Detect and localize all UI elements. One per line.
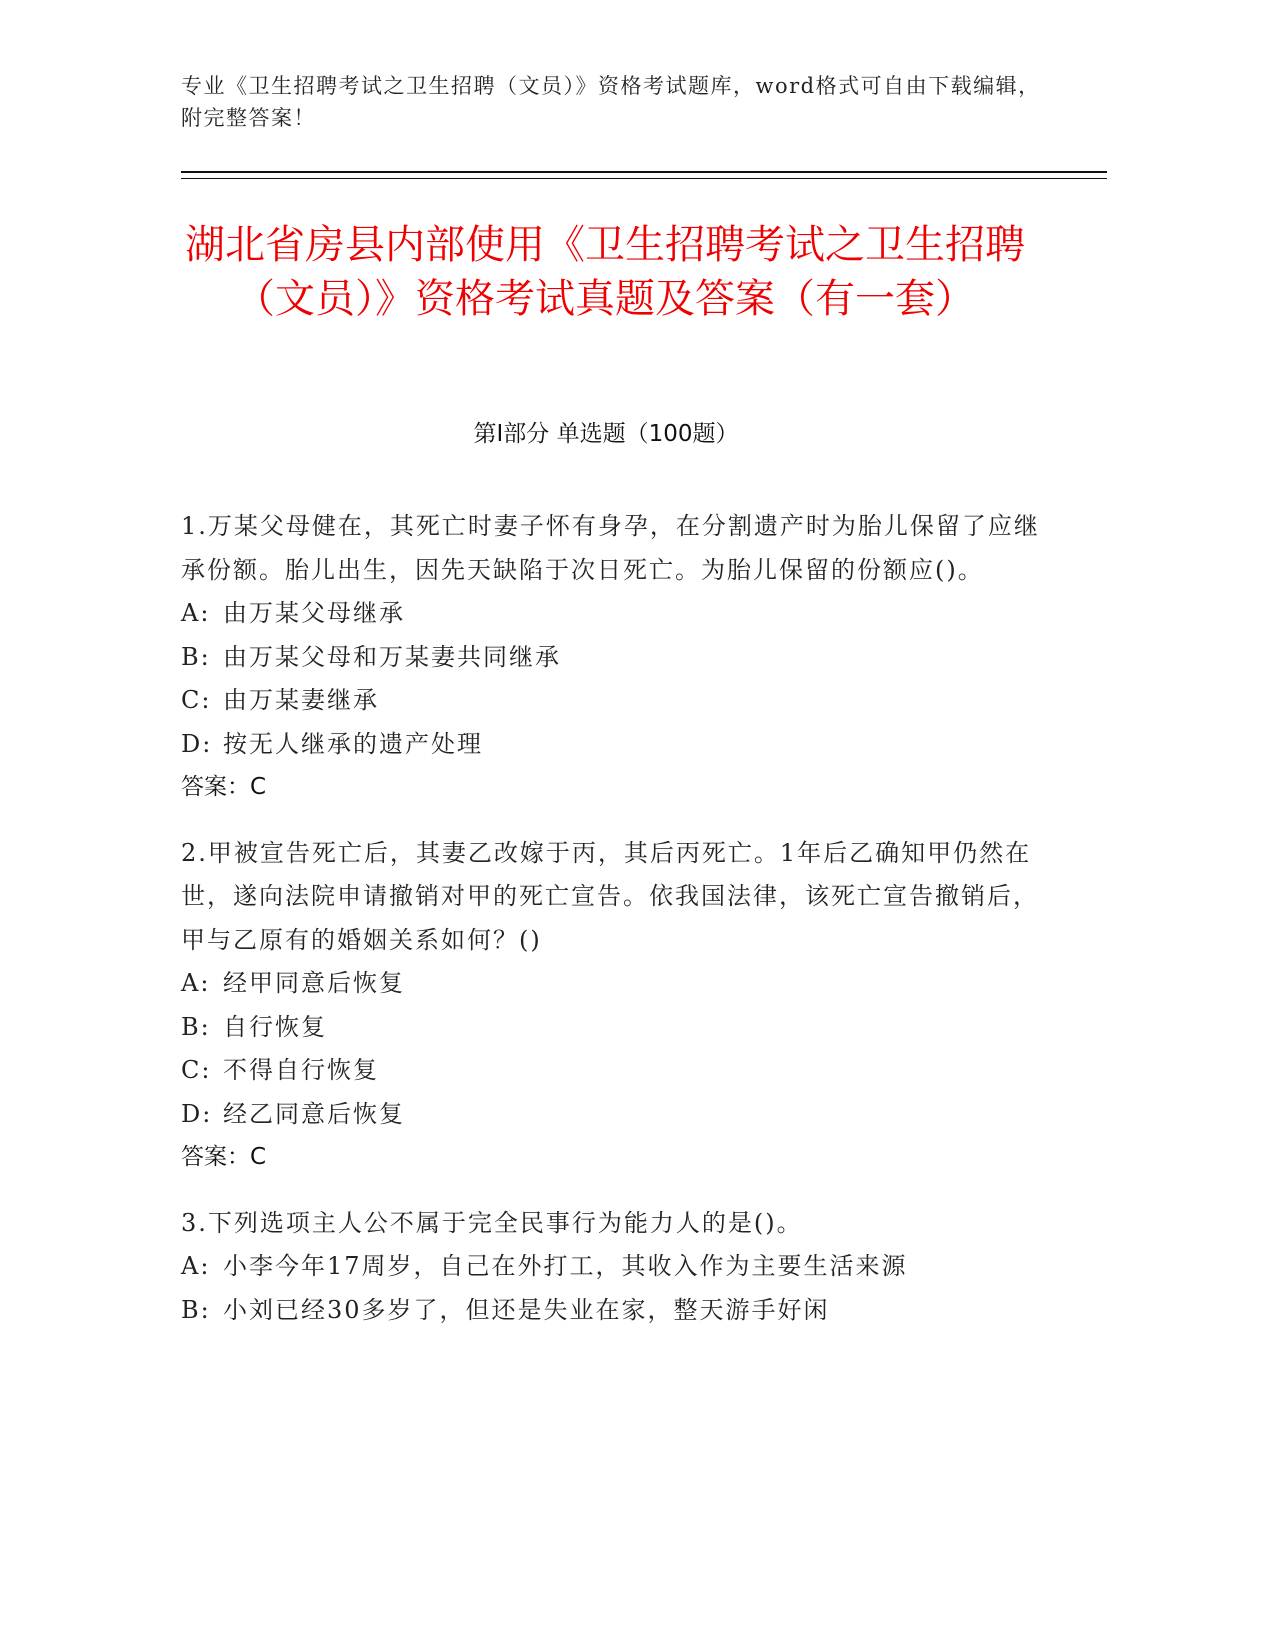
answer-option [181, 679, 1041, 723]
option-text: 按无人继承的遗产处理 [223, 729, 483, 758]
document-title: 湖北省房县内部使用《卫生招聘考试之卫生招聘（文员）》资格考试真题及答案（有一套） [185, 222, 1025, 322]
answer-line [181, 766, 1041, 810]
question-stem: 3.下列选项主人公不属于完全民事行为能力人的是()。 [181, 1208, 803, 1237]
answer-option [181, 1049, 1041, 1093]
answer-label: 答案： [181, 1144, 250, 1170]
header-divider-thin [181, 178, 1107, 179]
option-key: A: [181, 969, 211, 997]
question-item [181, 505, 1041, 810]
option-key: B: [181, 1295, 211, 1324]
option-text: 小刘已经30多岁了，但还是失业在家，整天游手好闲 [223, 1295, 830, 1324]
question-stem: 2.甲被宣告死亡后，其妻乙改嫁于丙，其后丙死亡。1年后乙确知甲仍然在世，遂向法院申请撤销对甲的死亡宣告。依我国法律，该死亡宣告撤销后，甲与乙原有的婚姻关系如何？() [181, 838, 1039, 954]
answer-option [181, 1093, 1041, 1137]
option-text: 不得自行恢复 [223, 1056, 379, 1084]
question-item [181, 832, 1041, 1180]
question-stem: 1.万某父母健在，其死亡时妻子怀有身孕，在分割遗产时为胎儿保留了应继承份额。胎儿出生，因先天缺陷于次日死亡。为胎儿保留的份额应()。 [181, 512, 1040, 584]
answer-option [181, 723, 1041, 767]
option-key: C: [181, 686, 212, 714]
answer-option [181, 636, 1041, 680]
answer-option [181, 1245, 1041, 1289]
answer-option [181, 592, 1041, 636]
answer-option [181, 962, 1041, 1006]
answer-value: C [250, 1144, 267, 1170]
option-text: 自行恢复 [223, 1012, 327, 1041]
option-key: C: [181, 1056, 212, 1084]
answer-option [181, 1006, 1041, 1050]
option-text: 由万某父母和万某妻共同继承 [223, 642, 561, 671]
option-text: 经乙同意后恢复 [223, 1099, 405, 1128]
option-text: 由万某妻继承 [223, 686, 379, 714]
option-text: 小李今年17周岁，自己在外打工，其收入作为主要生活来源 [223, 1252, 908, 1280]
answer-option [181, 1289, 1041, 1333]
option-text: 经甲同意后恢复 [223, 969, 405, 997]
option-key: B: [181, 1012, 211, 1041]
header-note: 专业《卫生招聘考试之卫生招聘（文员）》资格考试题库，word格式可自由下载编辑，附完整答案！ [181, 74, 1041, 130]
option-text: 由万某父母继承 [223, 599, 405, 627]
option-key: A: [181, 1252, 211, 1280]
answer-label: 答案： [181, 774, 250, 800]
answer-value: C [250, 774, 267, 800]
answer-line [181, 1136, 1041, 1180]
option-key: B: [181, 642, 211, 671]
question-list [181, 505, 1041, 1354]
section-title: 第Ⅰ部分 单选题（100题） [473, 421, 739, 447]
question-item [181, 1202, 1041, 1333]
option-key: A: [181, 599, 211, 627]
option-key: D: [181, 729, 213, 758]
option-key: D: [181, 1099, 213, 1128]
header-divider-thick [181, 171, 1107, 173]
